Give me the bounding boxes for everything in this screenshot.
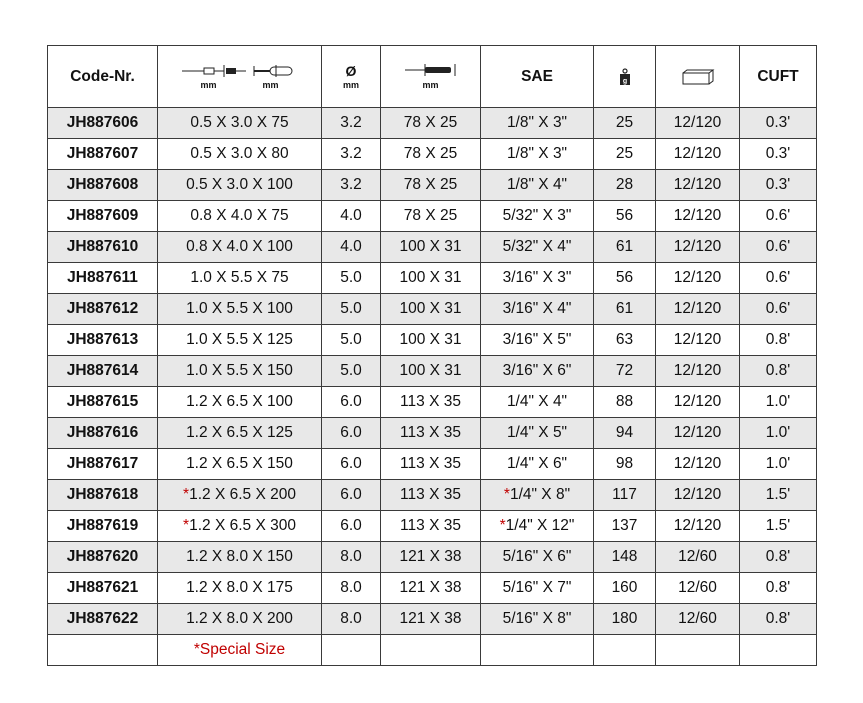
blade-size-cell-value: 1.2 X 8.0 X 200 (186, 610, 293, 627)
cuft-cell: 0.3' (740, 108, 817, 139)
blade-size-cell-value: 1.2 X 6.5 X 150 (186, 455, 293, 472)
code-cell: JH887616 (48, 418, 158, 449)
sae-cell (481, 108, 594, 139)
length-cell: 121 X 38 (381, 542, 481, 573)
sae-cell-value: 1/4" X 5" (506, 424, 568, 441)
length-cell: 100 X 31 (381, 325, 481, 356)
blade-size-cell (158, 108, 322, 139)
weight-cell: 72 (594, 356, 656, 387)
blade-size-cell-value: 1.0 X 5.5 X 75 (190, 269, 289, 286)
cuft-cell: 0.6' (740, 232, 817, 263)
table-row (48, 263, 817, 294)
sae-cell-value: 1/8" X 3" (506, 145, 568, 162)
sae-cell (481, 139, 594, 170)
length-cell: 113 X 35 (381, 387, 481, 418)
diameter-cell: 4.0 (322, 232, 381, 263)
diameter-cell: 3.2 (322, 170, 381, 201)
diameter-unit: mm (342, 79, 359, 90)
length-cell: 113 X 35 (381, 418, 481, 449)
blade-size-cell-value: 1.2 X 6.5 X 100 (186, 393, 293, 410)
weight-cell: 160 (594, 573, 656, 604)
code-cell: JH887612 (48, 294, 158, 325)
pack-cell: 12/120 (656, 449, 740, 480)
cuft-cell: 1.5' (740, 480, 817, 511)
sae-cell (481, 418, 594, 449)
table-row (48, 418, 817, 449)
cuft-cell: 0.3' (740, 170, 817, 201)
cuft-cell: 1.0' (740, 418, 817, 449)
cuft-cell: 0.8' (740, 325, 817, 356)
sae-cell-value: 5/16" X 6" (502, 548, 572, 565)
cuft-cell: 0.8' (740, 356, 817, 387)
sae-cell (481, 356, 594, 387)
blade-size-cell-value: 0.5 X 3.0 X 100 (186, 176, 293, 193)
code-cell: JH887608 (48, 170, 158, 201)
blade-size-cell (158, 542, 322, 573)
sae-cell-value: 1/4" X 6" (506, 455, 568, 472)
sae-cell-value: 3/16" X 3" (502, 269, 572, 286)
sae-cell-star: * (499, 517, 506, 534)
diameter-cell: 3.2 (322, 108, 381, 139)
blade-size-cell (158, 325, 322, 356)
length-cell: 78 X 25 (381, 108, 481, 139)
table-row (48, 201, 817, 232)
svg-text:g: g (622, 77, 627, 85)
header-cuft: CUFT (740, 46, 817, 108)
sae-cell (481, 449, 594, 480)
length-cell: 100 X 31 (381, 232, 481, 263)
sae-cell-value: 3/16" X 4" (502, 300, 572, 317)
blade-size-cell-star: * (183, 486, 190, 503)
sae-cell (481, 542, 594, 573)
blade-dimension-icon (180, 64, 300, 78)
blade-size-cell-value: 1.2 X 6.5 X 300 (189, 517, 296, 534)
code-cell: JH887609 (48, 201, 158, 232)
sae-cell (481, 387, 594, 418)
table-row (48, 325, 817, 356)
sae-cell (481, 325, 594, 356)
length-cell: 121 X 38 (381, 604, 481, 635)
pack-cell: 12/120 (656, 511, 740, 542)
diameter-cell: 3.2 (322, 139, 381, 170)
blade-size-cell (158, 201, 322, 232)
blade-size-cell-value: 0.5 X 3.0 X 75 (190, 114, 289, 131)
sae-cell (481, 573, 594, 604)
blade-size-cell (158, 170, 322, 201)
length-cell: 100 X 31 (381, 263, 481, 294)
pack-cell: 12/120 (656, 356, 740, 387)
code-cell: JH887622 (48, 604, 158, 635)
sae-cell-value: 3/16" X 5" (502, 331, 572, 348)
length-cell: 113 X 35 (381, 449, 481, 480)
cuft-cell: 0.6' (740, 263, 817, 294)
blade-unit-1: mm (200, 79, 217, 90)
cuft-cell: 0.6' (740, 294, 817, 325)
sae-cell (481, 201, 594, 232)
weight-icon (619, 68, 631, 86)
blade-size-cell-value: 0.8 X 4.0 X 75 (190, 207, 289, 224)
code-cell: JH887620 (48, 542, 158, 573)
weight-cell: 63 (594, 325, 656, 356)
length-cell: 78 X 25 (381, 139, 481, 170)
sae-cell (481, 170, 594, 201)
weight-cell: 56 (594, 263, 656, 294)
blade-size-cell-value: 1.2 X 8.0 X 150 (186, 548, 293, 565)
sae-cell-star: * (503, 486, 510, 503)
code-cell: JH887611 (48, 263, 158, 294)
code-cell: JH887619 (48, 511, 158, 542)
table-row (48, 139, 817, 170)
weight-cell: 88 (594, 387, 656, 418)
diameter-cell: 8.0 (322, 542, 381, 573)
blade-size-cell-value: 1.2 X 6.5 X 125 (186, 424, 293, 441)
table-row (48, 108, 817, 139)
pack-cell: 12/60 (656, 542, 740, 573)
blade-unit-2: mm (262, 79, 279, 90)
table-row (48, 511, 817, 542)
code-cell: JH887613 (48, 325, 158, 356)
sae-cell-value: 5/32" X 4" (502, 238, 572, 255)
pack-cell: 12/120 (656, 170, 740, 201)
table-row (48, 604, 817, 635)
screwdriver-icon (403, 63, 459, 77)
diameter-cell: 8.0 (322, 573, 381, 604)
pack-cell: 12/120 (656, 201, 740, 232)
table-row (48, 356, 817, 387)
header-code: Code-Nr. (48, 46, 158, 108)
cuft-cell: 1.0' (740, 387, 817, 418)
blade-size-cell (158, 604, 322, 635)
blade-size-cell (158, 449, 322, 480)
table-row (48, 387, 817, 418)
code-cell: JH887614 (48, 356, 158, 387)
sae-cell (481, 604, 594, 635)
diameter-cell: 6.0 (322, 449, 381, 480)
diameter-cell: 6.0 (322, 480, 381, 511)
cuft-cell: 1.5' (740, 511, 817, 542)
pack-cell: 12/120 (656, 418, 740, 449)
cuft-cell: 0.8' (740, 604, 817, 635)
header-pack (656, 46, 740, 108)
cuft-cell: 0.8' (740, 573, 817, 604)
diameter-cell: 4.0 (322, 201, 381, 232)
diameter-cell: 6.0 (322, 511, 381, 542)
diameter-cell: 5.0 (322, 294, 381, 325)
blade-size-cell-value: 0.5 X 3.0 X 80 (190, 145, 289, 162)
box-icon (681, 68, 715, 86)
length-cell: 100 X 31 (381, 294, 481, 325)
diameter-cell: 5.0 (322, 263, 381, 294)
weight-cell: 25 (594, 108, 656, 139)
code-cell: JH887610 (48, 232, 158, 263)
header-diameter (322, 46, 381, 108)
blade-size-cell-value: 1.0 X 5.5 X 100 (186, 300, 293, 317)
blade-size-cell (158, 387, 322, 418)
spec-table (47, 45, 817, 666)
table-row (48, 170, 817, 201)
sae-cell-value: 5/16" X 7" (502, 579, 572, 596)
table-row (48, 542, 817, 573)
table-row (48, 449, 817, 480)
blade-size-cell (158, 418, 322, 449)
length-cell: 100 X 31 (381, 356, 481, 387)
weight-cell: 25 (594, 139, 656, 170)
blade-size-cell (158, 573, 322, 604)
pack-cell: 12/120 (656, 232, 740, 263)
sae-cell-value: 1/4" X 4" (506, 393, 568, 410)
sae-cell-value: 1/8" X 3" (506, 114, 568, 131)
weight-cell: 61 (594, 294, 656, 325)
table-row (48, 232, 817, 263)
header-blade-size (158, 46, 322, 108)
blade-size-cell (158, 139, 322, 170)
diameter-cell: 5.0 (322, 356, 381, 387)
blade-size-cell-value: 1.0 X 5.5 X 125 (186, 331, 293, 348)
code-cell: JH887607 (48, 139, 158, 170)
blade-size-cell-value: 1.2 X 8.0 X 175 (186, 579, 293, 596)
pack-cell: 12/120 (656, 325, 740, 356)
code-cell: JH887606 (48, 108, 158, 139)
blade-size-cell-star: * (183, 517, 190, 534)
length-cell: 78 X 25 (381, 201, 481, 232)
blade-size-cell (158, 511, 322, 542)
cuft-cell: 1.0' (740, 449, 817, 480)
weight-cell: 148 (594, 542, 656, 573)
sae-cell-value: 3/16" X 6" (502, 362, 572, 379)
code-cell: JH887617 (48, 449, 158, 480)
sae-cell-value: 1/8" X 4" (506, 176, 568, 193)
cuft-cell: 0.6' (740, 201, 817, 232)
blade-size-cell (158, 232, 322, 263)
blade-size-cell-value: 1.2 X 6.5 X 200 (189, 486, 296, 503)
length-unit: mm (422, 80, 439, 90)
sae-cell-value: 5/32" X 3" (502, 207, 572, 224)
code-cell: JH887615 (48, 387, 158, 418)
blade-size-cell (158, 356, 322, 387)
sae-cell-value: 5/16" X 8" (502, 610, 572, 627)
footnote-row (48, 635, 817, 666)
diameter-cell: 8.0 (322, 604, 381, 635)
pack-cell: 12/60 (656, 604, 740, 635)
diameter-cell: 6.0 (322, 418, 381, 449)
cuft-cell: 0.3' (740, 139, 817, 170)
table-row (48, 294, 817, 325)
header-row (48, 46, 817, 108)
weight-cell: 28 (594, 170, 656, 201)
weight-cell: 117 (594, 480, 656, 511)
blade-size-cell-value: 0.8 X 4.0 X 100 (186, 238, 293, 255)
diameter-symbol: Ø (345, 62, 357, 79)
pack-cell: 12/120 (656, 480, 740, 511)
diameter-cell: 6.0 (322, 387, 381, 418)
sae-cell (481, 294, 594, 325)
header-length (381, 46, 481, 108)
length-cell: 121 X 38 (381, 573, 481, 604)
pack-cell: 12/120 (656, 139, 740, 170)
sae-cell (481, 480, 594, 511)
blade-size-cell (158, 263, 322, 294)
pack-cell: 12/120 (656, 294, 740, 325)
code-cell: JH887621 (48, 573, 158, 604)
sae-cell (481, 232, 594, 263)
table-row (48, 573, 817, 604)
weight-cell: 94 (594, 418, 656, 449)
blade-size-cell (158, 480, 322, 511)
weight-cell: 56 (594, 201, 656, 232)
diameter-cell: 5.0 (322, 325, 381, 356)
pack-cell: 12/120 (656, 108, 740, 139)
code-cell: JH887618 (48, 480, 158, 511)
header-weight (594, 46, 656, 108)
blade-size-cell-value: 1.0 X 5.5 X 150 (186, 362, 293, 379)
weight-cell: 61 (594, 232, 656, 263)
length-cell: 78 X 25 (381, 170, 481, 201)
sae-cell-value: 1/4" X 8" (509, 486, 571, 503)
length-cell: 113 X 35 (381, 511, 481, 542)
sae-cell-value: 1/4" X 12" (505, 517, 575, 534)
length-cell: 113 X 35 (381, 480, 481, 511)
footnote: *Special Size (158, 635, 322, 666)
sae-cell (481, 511, 594, 542)
pack-cell: 12/120 (656, 263, 740, 294)
cuft-cell: 0.8' (740, 542, 817, 573)
pack-cell: 12/120 (656, 387, 740, 418)
pack-cell: 12/60 (656, 573, 740, 604)
header-sae: SAE (481, 46, 594, 108)
weight-cell: 137 (594, 511, 656, 542)
weight-cell: 98 (594, 449, 656, 480)
blade-size-cell (158, 294, 322, 325)
table-row (48, 480, 817, 511)
weight-cell: 180 (594, 604, 656, 635)
sae-cell (481, 263, 594, 294)
